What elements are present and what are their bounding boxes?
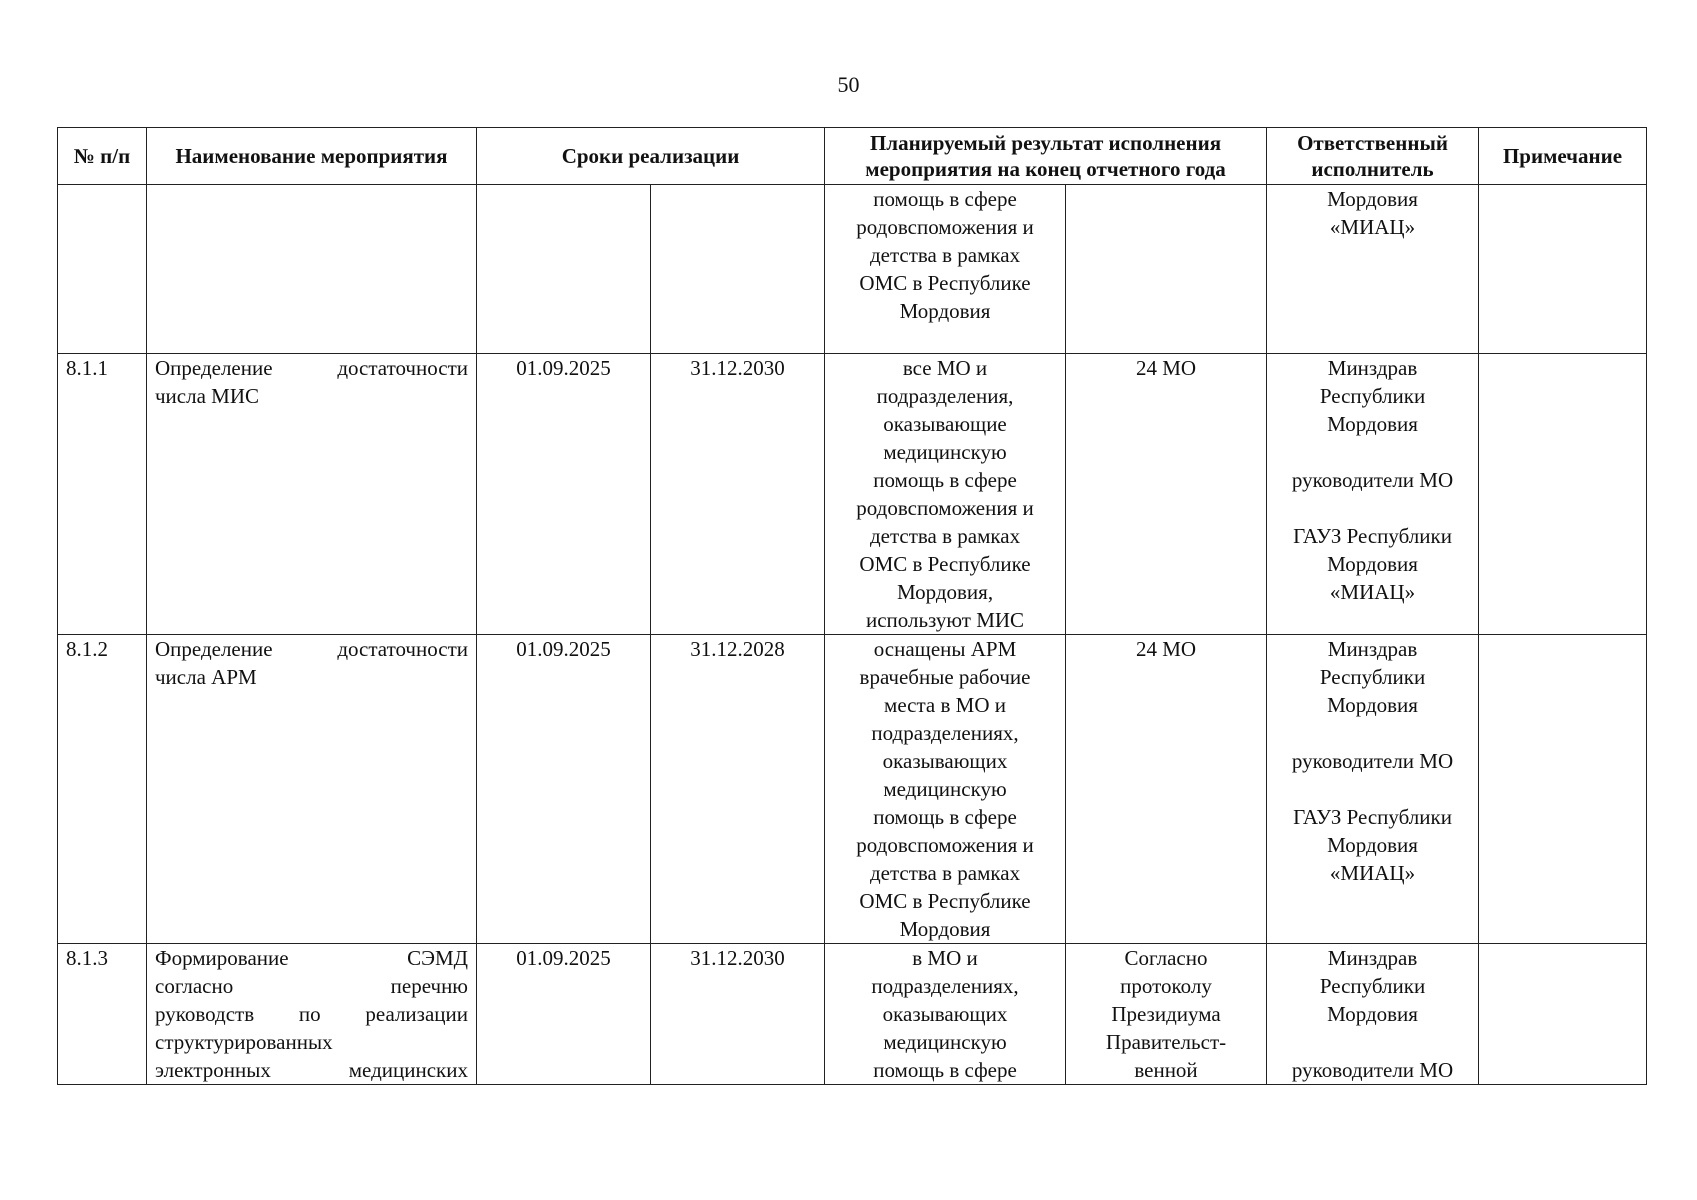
cell-note	[1479, 944, 1647, 1085]
text-line: Мордовия	[1327, 833, 1418, 857]
table-row	[58, 354, 1647, 635]
text-line: числа МИС	[155, 384, 260, 408]
cell-empty	[1066, 185, 1267, 354]
text-line: оснащены АРМ	[873, 637, 1017, 661]
text-line: помощь в сфере	[873, 187, 1017, 211]
text-line: согласно перечню	[155, 974, 468, 998]
text-line: Мордовия	[1327, 412, 1418, 436]
table-header-row	[58, 128, 1647, 185]
text-line: «МИАЦ»	[1329, 580, 1416, 604]
text-line: руководств по реализации	[155, 1002, 468, 1026]
header-dates: Сроки реализации	[477, 128, 825, 185]
table-row	[58, 944, 1647, 1085]
cell-name	[147, 354, 477, 635]
cell-empty	[477, 185, 651, 354]
text-line: Мордовия	[1327, 693, 1418, 717]
text-line	[1275, 438, 1470, 466]
text-line: родовспоможения и	[856, 496, 1034, 520]
text-line: Президиума	[1111, 1002, 1221, 1026]
text-line: Республики	[1319, 384, 1426, 408]
text-line: детства в рамках	[869, 243, 1021, 267]
cell-start-date: 01.09.2025	[477, 635, 651, 944]
cell-name	[147, 944, 477, 1085]
text-line: венной	[1134, 1058, 1198, 1082]
cell-start-date: 01.09.2025	[477, 354, 651, 635]
text-line: Минздрав	[1327, 946, 1418, 970]
table-row-continued	[58, 185, 1647, 354]
cell-result	[825, 354, 1066, 635]
text-line: Минздрав	[1327, 356, 1418, 380]
text-line: Мордовия	[1327, 552, 1418, 576]
text-line: родовспоможения и	[856, 833, 1034, 857]
text-line: Мордовия	[1327, 187, 1418, 211]
text-line: детства в рамках	[869, 861, 1021, 885]
text-line: электронных медицинских	[155, 1058, 468, 1082]
text-line: врачебные рабочие	[859, 665, 1031, 689]
text-line: Правительст-	[1105, 1030, 1227, 1054]
header-result: Планируемый результат исполнения мероприятия на конец отчетного года	[825, 128, 1267, 185]
text-line: медицинскую	[883, 440, 1007, 464]
page-number: 50	[837, 72, 860, 97]
cell-end-date: 31.12.2028	[651, 635, 825, 944]
cell-responsible	[1267, 635, 1479, 944]
text-line: ГАУЗ Республики	[1293, 805, 1452, 829]
header-note: Примечание	[1479, 128, 1647, 185]
cell-result	[825, 635, 1066, 944]
cell-start-date: 01.09.2025	[477, 944, 651, 1085]
cell-number: 8.1.3	[58, 944, 147, 1085]
text-line: структурированных	[155, 1030, 333, 1054]
text-line: протоколу	[1120, 974, 1212, 998]
text-line: ОМС в Республике	[859, 271, 1031, 295]
text-line: помощь в сфере	[873, 805, 1017, 829]
text-line	[1275, 1028, 1470, 1056]
text-line: подразделениях,	[871, 721, 1019, 745]
cell-empty	[58, 185, 147, 354]
text-line: Республики	[1319, 665, 1426, 689]
text-line: Определение достаточности	[155, 637, 468, 661]
text-line: оказывающие	[883, 412, 1007, 436]
text-line: Мордовия	[899, 917, 991, 941]
text-line: Мордовия	[1327, 1002, 1418, 1026]
text-line: 24 МО	[1135, 637, 1197, 661]
cell-note	[1479, 635, 1647, 944]
header-name: Наименование мероприятия	[147, 128, 477, 185]
text-line: Мордовия	[899, 299, 991, 323]
cell-end-date: 31.12.2030	[651, 354, 825, 635]
text-line: оказывающих	[882, 749, 1008, 773]
text-line: места в МО и	[884, 693, 1006, 717]
text-line: «МИАЦ»	[1329, 215, 1416, 239]
text-line: ГАУЗ Республики	[1293, 524, 1452, 548]
text-line: ОМС в Республике	[859, 552, 1031, 576]
text-line: руководители МО	[1291, 1058, 1454, 1082]
text-line: числа АРМ	[155, 665, 257, 689]
cell-note	[1479, 354, 1647, 635]
header-number: № п/п	[58, 128, 147, 185]
text-line: помощь в сфере	[873, 468, 1017, 492]
text-line	[1275, 719, 1470, 747]
text-line: Согласно	[1124, 946, 1208, 970]
text-line: медицинскую	[883, 777, 1007, 801]
cell-value	[1066, 635, 1267, 944]
text-line: подразделениях,	[871, 974, 1019, 998]
text-line: руководители МО	[1291, 749, 1454, 773]
text-line: медицинскую	[883, 1030, 1007, 1054]
text-line: в МО и	[912, 946, 978, 970]
text-line	[1275, 775, 1470, 803]
header-responsible: Ответственный исполнитель	[1267, 128, 1479, 185]
text-line: Республики	[1319, 974, 1426, 998]
cell-empty	[651, 185, 825, 354]
text-line: родовспоможения и	[856, 215, 1034, 239]
cell-responsible	[1267, 354, 1479, 635]
cell-number: 8.1.2	[58, 635, 147, 944]
text-line: подразделения,	[876, 384, 1014, 408]
text-line	[1275, 494, 1470, 522]
table-row	[58, 635, 1647, 944]
text-line: Мордовия,	[896, 580, 994, 604]
text-line: Минздрав	[1327, 637, 1418, 661]
text-line: ОМС в Республике	[859, 889, 1031, 913]
text-line: «МИАЦ»	[1329, 861, 1416, 885]
cell-responsible	[1267, 185, 1479, 354]
cell-empty	[147, 185, 477, 354]
text-line: помощь в сфере	[873, 1058, 1017, 1082]
text-line: оказывающих	[882, 1002, 1008, 1026]
cell-value	[1066, 354, 1267, 635]
cell-responsible	[1267, 944, 1479, 1085]
cell-result	[825, 185, 1066, 354]
cell-result	[825, 944, 1066, 1085]
text-line: Определение достаточности	[155, 356, 468, 380]
cell-end-date: 31.12.2030	[651, 944, 825, 1085]
cell-number: 8.1.1	[58, 354, 147, 635]
cell-note	[1479, 185, 1647, 354]
text-line: руководители МО	[1291, 468, 1454, 492]
measures-table	[57, 127, 1647, 1085]
text-line: Формирование СЭМД	[155, 946, 468, 970]
text-line: детства в рамках	[869, 524, 1021, 548]
text-line: 24 МО	[1135, 356, 1197, 380]
text-line: используют МИС	[865, 608, 1025, 632]
text-line: все МО и	[902, 356, 988, 380]
cell-name	[147, 635, 477, 944]
cell-value	[1066, 944, 1267, 1085]
